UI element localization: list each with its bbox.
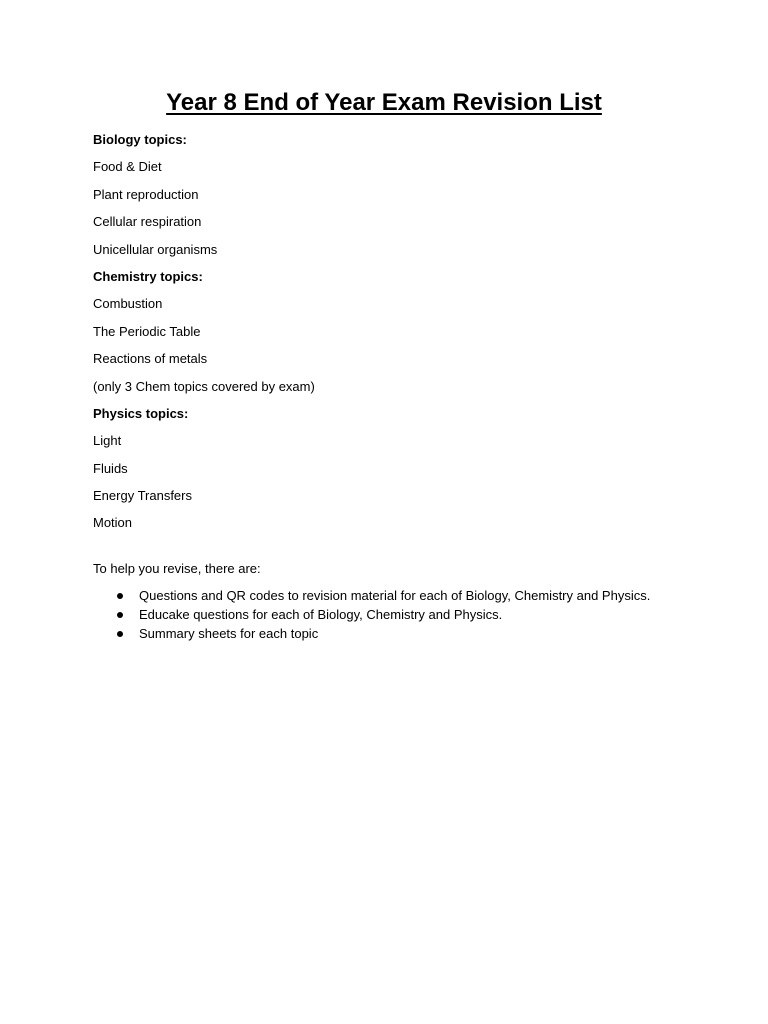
biology-heading: Biology topics: (93, 132, 187, 147)
chemistry-topic-item: Reactions of metals (93, 351, 208, 367)
physics-topic-item: Energy Transfers (93, 488, 192, 504)
page-title: Year 8 End of Year Exam Revision List (166, 89, 602, 116)
revise-intro: To help you revise, there are: (93, 560, 261, 576)
bullet-icon (117, 612, 123, 618)
chemistry-note: (only 3 Chem topics covered by exam) (93, 378, 315, 394)
list-item (93, 625, 713, 642)
document-body (93, 131, 713, 643)
bullet-icon (117, 631, 123, 637)
biology-topic-item: Unicellular organisms (93, 241, 218, 257)
chemistry-heading: Chemistry topics: (93, 268, 203, 284)
list-item-text: Educake questions for each of Biology, Chemistry and Physics. (139, 606, 503, 622)
chemistry-topic-item: Combustion (93, 296, 163, 312)
physics-topic-item: Motion (93, 515, 133, 531)
biology-topic-item: Cellular respiration (93, 214, 202, 230)
biology-topic-item: Plant reproduction (93, 186, 199, 202)
list-item (93, 606, 713, 623)
biology-topic-item: Food & Diet (93, 159, 162, 175)
physics-topic-item: Light (93, 433, 122, 449)
list-item-text: Summary sheets for each topic (139, 625, 319, 641)
physics-topic-item: Fluids (93, 460, 128, 476)
physics-heading: Physics topics: (93, 405, 189, 421)
spacer (93, 542, 713, 560)
chemistry-topic-item: The Periodic Table (93, 323, 201, 339)
list-item-text: Questions and QR codes to revision material for each of Biology, Chemistry and Physics. (139, 588, 651, 604)
list-item (93, 587, 713, 604)
revision-resources-list (93, 587, 713, 641)
bullet-icon (117, 593, 123, 599)
